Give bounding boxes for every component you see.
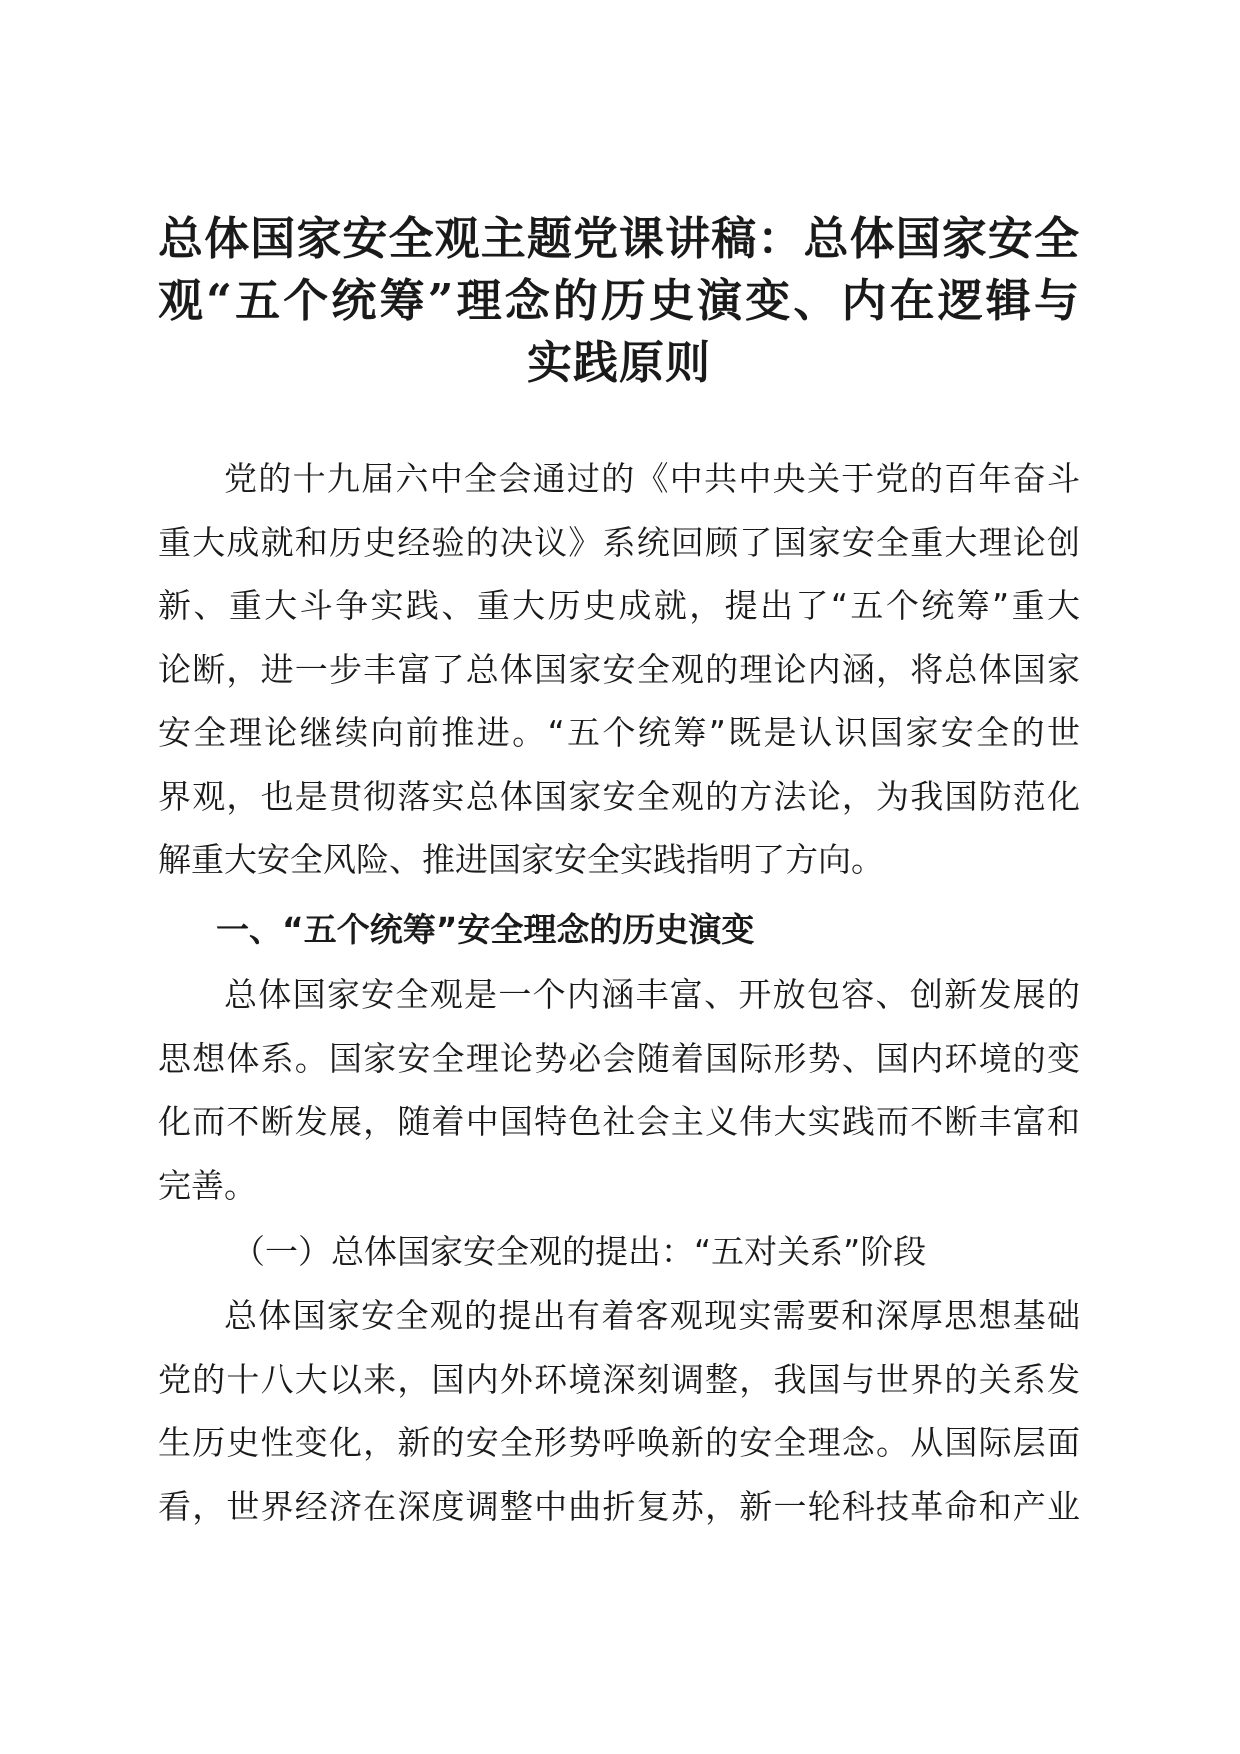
section-heading-1 [158, 898, 1080, 962]
paragraph-line: 安全理论继续向前推进。“五个统筹”既是认识国家安全的世 [158, 713, 1080, 752]
document-title [158, 208, 1080, 394]
paragraph-line: 总体国家安全观是一个内涵丰富、开放包容、创新发展的 [224, 975, 1080, 1014]
paragraph-line: 生历史性变化，新的安全形势呼唤新的安全理念。从国际层面 [158, 1423, 1080, 1462]
paragraph-line: 重大成就和历史经验的决议》系统回顾了国家安全重大理论创 [158, 522, 1080, 562]
title-line: 实践原则 [526, 336, 711, 389]
paragraph-line: 完善。 [158, 1165, 257, 1205]
subsection-heading-1 [158, 1220, 1080, 1284]
paragraph-line: 看，世界经济在深度调整中曲折复苏，新一轮科技革命和产业 [158, 1486, 1080, 1526]
paragraph-line: 思想体系。国家安全理论势必会随着国际形势、国内环境的变 [158, 1038, 1080, 1078]
subsection-heading-text: （一）总体国家安全观的提出：“五对关系”阶段 [232, 1232, 927, 1271]
paragraph-line: 解重大安全风险、推进国家安全实践指明了方向。 [158, 840, 884, 879]
paragraph-line: 界观，也是贯彻落实总体国家安全观的方法论，为我国防范化 [158, 776, 1080, 816]
paragraph-line: 党的十九届六中全会通过的《中共中央关于党的百年奋斗 [224, 459, 1080, 498]
paragraph-line: 化而不断发展，随着中国特色社会主义伟大实践而不断丰富和 [158, 1102, 1080, 1141]
section-heading-text: 一、“五个统筹”安全理念的历史演变 [216, 910, 755, 949]
subsection-paragraph [158, 1284, 1080, 1538]
title-line: 观“五个统筹”理念的历史演变、内在逻辑与 [158, 274, 1080, 327]
paragraph-line: 党的十八大以来，国内外环境深刻调整，我国与世界的关系发 [158, 1359, 1080, 1399]
intro-paragraph [158, 447, 1080, 892]
paragraph-line: 论断，进一步丰富了总体国家安全观的理论内涵，将总体国家 [158, 649, 1080, 689]
title-line: 总体国家安全观主题党课讲稿：总体国家安全 [158, 212, 1080, 265]
paragraph-line: 新、重大斗争实践、重大历史成就，提出了“五个统筹”重大 [158, 586, 1080, 625]
section-paragraph [158, 963, 1080, 1217]
paragraph-line: 总体国家安全观的提出有着客观现实需要和深厚思想基础 [224, 1296, 1080, 1335]
